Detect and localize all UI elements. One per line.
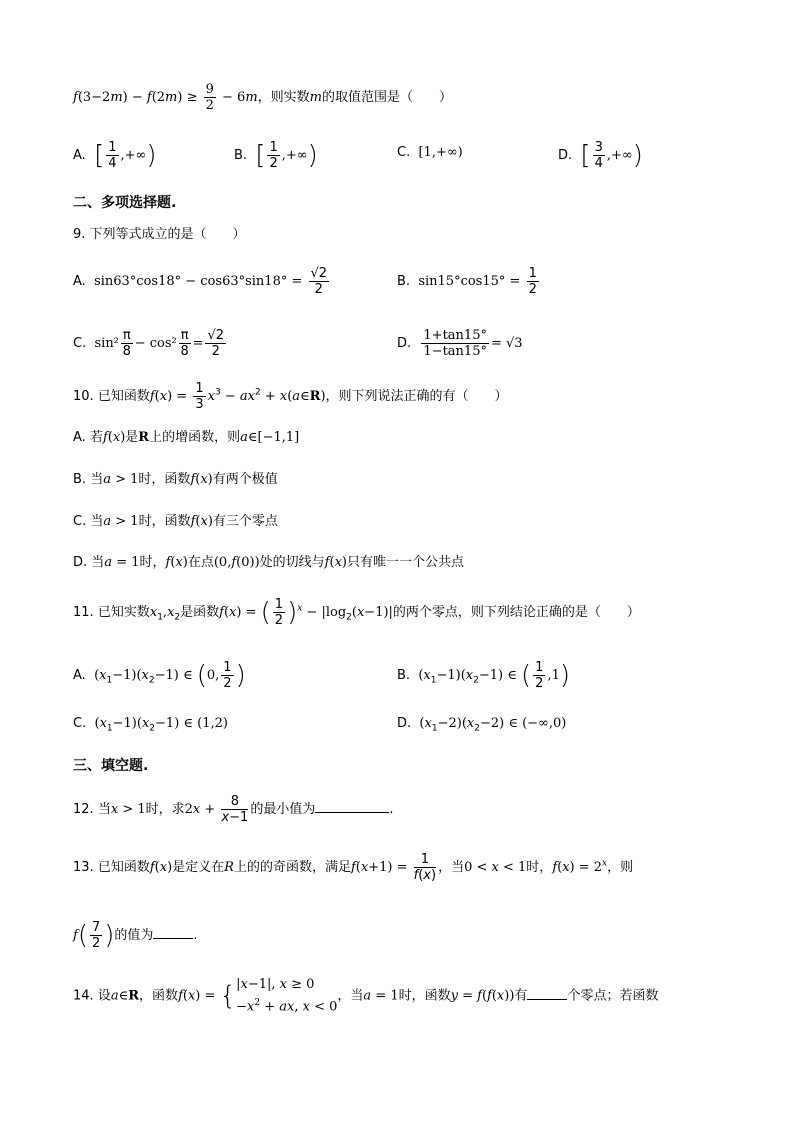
q11-option-d: D. $(x_1-2)(x_2-2)$ ∈ (−∞,0) <box>397 716 567 734</box>
q14-stem: 14. 设a∈R，函数f(x) = { |x−1|, x ≥ 0 $-x^2$ + ax, x < 0 ，当a = 1时，函数y = f(f(x))有 个零点；若函数 <box>73 977 659 1015</box>
q11-option-a: A. $(x_1-1)(x_2-1)$ ∈ (0, $\frac{1}{2}$ ) <box>73 660 246 691</box>
q11-stem: 11. 已知实数$x_1,x_2$是函数f(x) = ( $\frac{1}{2}$ )$^x - |\log_2(x-1)|$的两个零点，则下列结论正确的是（ ） <box>73 597 640 628</box>
q9-option-d: D. $\frac{1+\tan 15^\circ}{1-\tan 15^\circ}$ = √3 <box>397 328 523 359</box>
q10-option-d: D. 当a = 1时，f(x)在点(0,f(0))处的切线与f(x)只有唯一一个公共点 <box>73 555 464 570</box>
q10-option-b: B. 当a > 1时，函数f(x)有两个极值 <box>73 472 278 487</box>
section-title-multiple-choice: 二、多项选择题. <box>73 195 177 211</box>
q13-line2: f( $\frac{7}{2}$ )的值为 . <box>73 920 198 951</box>
q8-option-b: B. [ $\frac{1}{2}$ ,+∞) <box>234 140 318 171</box>
q8-option-a: A. [ $\frac{1}{4}$ ,+∞) <box>73 140 157 171</box>
q9-option-a: A. sin63°cos18° − cos63°sin18° = $\frac{√2}{2}$ <box>73 266 328 297</box>
q10-option-a: A. 若f(x)是R上的增函数，则a∈[−1,1] <box>73 430 300 445</box>
section-title-fill-in: 三、填空题. <box>73 758 149 774</box>
q14-answer-blank[interactable] <box>527 999 567 1000</box>
q11-option-c: C. $(x_1-1)(x_2-1)$ ∈ (1,2) <box>73 716 228 734</box>
q11-option-b: B. $(x_1-1)(x_2-1)$ ∈ ( $\frac{1}{2}$ ,1) <box>397 660 570 691</box>
q10-stem: 10. 已知函数f(x) = $\frac{1}{3}$ $x^3 - ax^2$ + x(a∈R)，则下列说法正确的有（ ） <box>73 381 508 412</box>
q9-option-c: C. sin² $\frac{\pi}{8}$ − cos² $\frac{\pi}{8}$ = $\frac{√2}{2}$ <box>73 328 225 359</box>
q13-answer-blank[interactable] <box>153 938 193 939</box>
q12-stem: 12. 当x > 1时，求2x + $\frac{8}{x-1}$ 的最小值为 . <box>73 794 394 825</box>
q10-option-c: C. 当a > 1时，函数f(x)有三个零点 <box>73 514 278 529</box>
q9-option-b: B. sin15°cos15° = $\frac{1}{2}$ <box>397 266 537 297</box>
q9-stem: 9. 下列等式成立的是（ ） <box>73 227 246 242</box>
q12-answer-blank[interactable] <box>315 812 389 813</box>
q8-option-c: C. [1,+∞) <box>397 145 463 160</box>
q8-stem: f(3−2m) − f(2m) ≥ $\frac{9}{2}$ − 6m，则实数m的取值范围是（ ） <box>73 82 453 113</box>
q8-option-d: D. [ $\frac{3}{4}$ ,+∞) <box>558 140 643 171</box>
q14-piecewise: |x−1|, x ≥ 0 $-x^2$ + ax, x < 0 <box>236 977 338 1015</box>
q13-stem: 13. 已知函数f(x)是定义在R上的的奇函数，满足f(x+1) = $\frac{1}{f(x)}$ ，当0 < x < 1时，$f(x) = 2^x$，则 <box>73 852 634 883</box>
